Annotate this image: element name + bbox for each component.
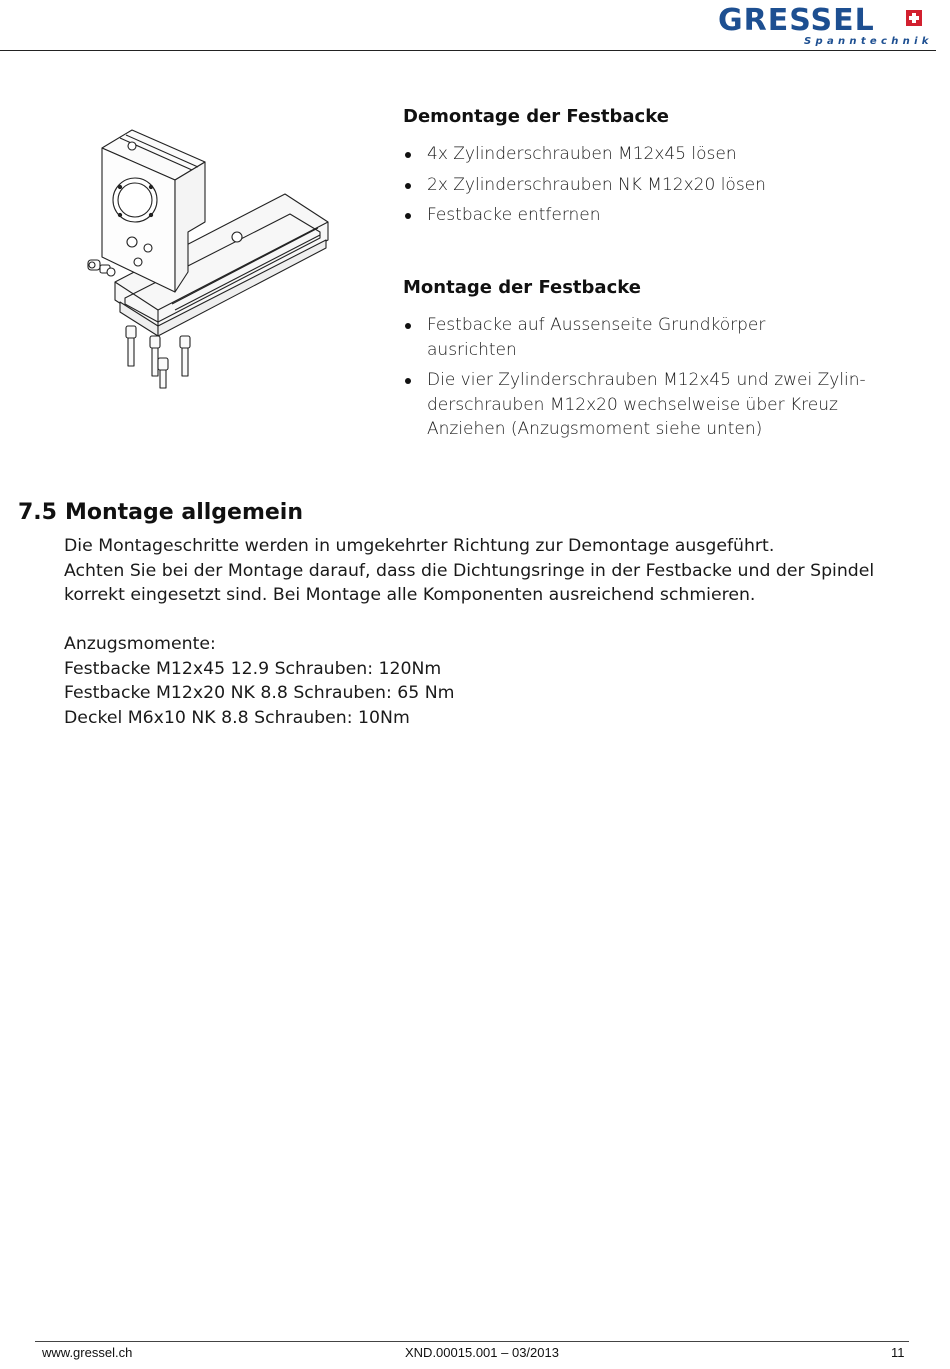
fixed-jaw-assembly-drawing [80, 122, 340, 394]
footer-divider [35, 1341, 909, 1342]
page-number: 11 [891, 1345, 905, 1360]
list-item: 4x Zylinderschrauben M12x45 lösen [403, 142, 873, 167]
list-item: 2x Zylinderschrauben NK M12x20 lösen [403, 173, 873, 198]
section-heading [18, 500, 303, 525]
section-body [64, 534, 904, 608]
torque-title: Anzugsmomente: [64, 634, 216, 654]
list-item: Festbacke entfernen [403, 203, 873, 228]
list-item: Festbacke auf Aussenseite Grundkörper ausrichten [403, 313, 873, 362]
torque-line: Festbacke M12x20 NK 8.8 Schrauben: 65 Nm [64, 683, 455, 703]
paragraph-line: Achten Sie bei der Montage darauf, dass die Dichtungsringe in der Festbacke und der Spindel [64, 560, 875, 581]
logo-wordmark: GRESSEL [718, 3, 875, 38]
logo-tagline: Spanntechnik [804, 36, 933, 47]
torque-line: Festbacke M12x45 12.9 Schrauben: 120Nm [64, 658, 442, 679]
torque-line: Deckel M6x10 NK 8.8 Schrauben: 10Nm [64, 707, 410, 728]
gressel-logo [718, 3, 933, 50]
swiss-flag-icon [906, 10, 922, 26]
montage-list [403, 313, 873, 448]
section-number: 7.5 [18, 500, 57, 525]
demontage-heading: Demontage der Festbacke [403, 106, 669, 127]
footer-website: www.gressel.ch [42, 1345, 133, 1360]
paragraph-line: Die Montageschritte werden in umgekehrter Richtung zur Demontage ausgeführt. [64, 536, 775, 556]
montage-heading: Montage der Festbacke [403, 277, 641, 298]
footer-doc-id: XND.00015.001 – 03/2013 [405, 1345, 559, 1360]
paragraph-line: korrekt eingesetzt sind. Bei Montage alle Komponenten ausreichend schmieren. [64, 585, 756, 605]
header-divider [0, 50, 936, 51]
list-item: Die vier Zylinderschrauben M12x45 und zwei Zylin- derschrauben M12x20 wechselweise über Kreuz Anziehen (Anzugsmoment siehe unten) [403, 368, 873, 442]
demontage-list [403, 142, 873, 234]
torque-block [64, 632, 904, 730]
section-title: Montage allgemein [65, 500, 304, 525]
